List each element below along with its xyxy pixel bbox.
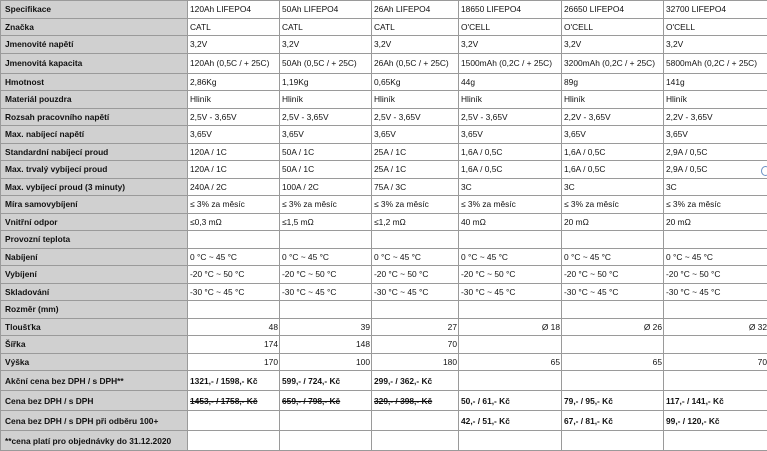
table-cell: 50A / 1C (280, 143, 372, 161)
row-label: Standardní nabíjecí proud (1, 143, 188, 161)
table-cell: Hliník (562, 91, 664, 109)
row-label: Hmotnost (1, 73, 188, 91)
table-cell: 3,2V (188, 36, 280, 54)
table-cell: 1321,- / 1598,- Kč (188, 371, 280, 391)
header-label: Specifikace (1, 1, 188, 19)
table-cell: 659,- / 798,- Kč (280, 391, 372, 411)
table-cell: -30 °C ~ 45 °C (188, 283, 280, 301)
table-cell: 141g (664, 73, 767, 91)
footnote: **cena platí pro objednávky do 31.12.2020 (1, 431, 188, 451)
table-row (1, 213, 767, 231)
row-label: Značka (1, 18, 188, 36)
table-cell: 5800mAh (0,2C / + 25C) (664, 53, 767, 73)
table-cell: 1,6A / 0,5C (562, 143, 664, 161)
row-label: Nabíjení (1, 248, 188, 266)
table-row (1, 391, 767, 411)
table-row (1, 283, 767, 301)
table-cell: 3,2V (372, 36, 459, 54)
row-label: Max. trvalý vybíjecí proud (1, 161, 188, 179)
table-cell: Ø 32 (664, 318, 767, 336)
table-cell: 65 (562, 353, 664, 371)
table-cell (459, 301, 562, 319)
table-cell: ≤ 3% za měsíc (562, 196, 664, 214)
table-cell: 42,- / 51,- Kč (459, 411, 562, 431)
table-cell: 3,65V (372, 126, 459, 144)
table-cell: O'CELL (562, 18, 664, 36)
table-cell (372, 231, 459, 249)
table-cell: 3200mAh (0,2C / + 25C) (562, 53, 664, 73)
table-row (1, 91, 767, 109)
table-cell: 39 (280, 318, 372, 336)
table-cell: Hliník (280, 91, 372, 109)
product-header: 26650 LIFEPO4 (562, 1, 664, 19)
table-cell: 27 (372, 318, 459, 336)
table-cell (280, 411, 372, 431)
table-cell: 2,5V - 3,65V (459, 108, 562, 126)
table-cell: 2,9A / 0,5C (664, 143, 767, 161)
row-label: Rozměr (mm) (1, 301, 188, 319)
table-cell: Ø 26 (562, 318, 664, 336)
table-cell: 174 (188, 336, 280, 354)
table-cell: O'CELL (459, 18, 562, 36)
table-cell (372, 411, 459, 431)
table-cell: 100A / 2C (280, 178, 372, 196)
table-cell: Hliník (459, 91, 562, 109)
row-label: Tloušťka (1, 318, 188, 336)
table-cell: -30 °C ~ 45 °C (280, 283, 372, 301)
table-cell: 75A / 3C (372, 178, 459, 196)
product-header: 18650 LIFEPO4 (459, 1, 562, 19)
table-cell: CATL (372, 18, 459, 36)
table-cell: -30 °C ~ 45 °C (372, 283, 459, 301)
table-cell: Hliník (188, 91, 280, 109)
table-cell: 120A / 1C (188, 143, 280, 161)
table-cell: 2,86Kg (188, 73, 280, 91)
product-header: 32700 LIFEPO4 (664, 1, 767, 19)
table-cell: 2,9A / 0,5C (664, 161, 767, 179)
product-header: 120Ah LIFEPO4 (188, 1, 280, 19)
row-label: Cena bez DPH / s DPH při odběru 100+ (1, 411, 188, 431)
row-label: Vnitřní odpor (1, 213, 188, 231)
table-cell (664, 301, 767, 319)
table-cell: 25A / 1C (372, 143, 459, 161)
table-cell: 148 (280, 336, 372, 354)
table-cell: 3C (562, 178, 664, 196)
table-cell (280, 231, 372, 249)
row-label: Šířka (1, 336, 188, 354)
table-cell: 299,- / 362,- Kč (372, 371, 459, 391)
table-cell: 3,65V (280, 126, 372, 144)
table-cell: Hliník (372, 91, 459, 109)
row-label: Akční cena bez DPH / s DPH** (1, 371, 188, 391)
row-label: Jmenovitá kapacita (1, 53, 188, 73)
table-cell: 170 (188, 353, 280, 371)
table-cell: 100 (280, 353, 372, 371)
table-cell (280, 301, 372, 319)
row-label: Materiál pouzdra (1, 91, 188, 109)
table-cell: -20 °C ~ 50 °C (459, 266, 562, 284)
table-cell (562, 231, 664, 249)
table-cell: 50,- / 61,- Kč (459, 391, 562, 411)
table-cell: ≤0,3 mΩ (188, 213, 280, 231)
table-cell (562, 371, 664, 391)
row-label: Výška (1, 353, 188, 371)
product-header: 50Ah LIFEPO4 (280, 1, 372, 19)
table-cell: 3,65V (664, 126, 767, 144)
table-cell (664, 371, 767, 391)
table-cell: 50A / 1C (280, 161, 372, 179)
table-cell: 0 °C ~ 45 °C (372, 248, 459, 266)
table-cell: 2,5V - 3,65V (372, 108, 459, 126)
table-row (1, 73, 767, 91)
table-cell: 25A / 1C (372, 161, 459, 179)
table-cell: 0 °C ~ 45 °C (664, 248, 767, 266)
row-label: Skladování (1, 283, 188, 301)
table-cell: ≤ 3% za měsíc (188, 196, 280, 214)
table-cell: 50Ah (0,5C / + 25C) (280, 53, 372, 73)
table-row (1, 336, 767, 354)
table-cell: 0 °C ~ 45 °C (562, 248, 664, 266)
row-label: Cena bez DPH / s DPH (1, 391, 188, 411)
table-cell: 1500mAh (0,2C / + 25C) (459, 53, 562, 73)
table-cell: 599,- / 724,- Kč (280, 371, 372, 391)
table-cell: -30 °C ~ 45 °C (562, 283, 664, 301)
table-cell: ≤1,2 mΩ (372, 213, 459, 231)
table-row (1, 371, 767, 391)
table-cell: 26Ah (0,5C / + 25C) (372, 53, 459, 73)
table-row (1, 18, 767, 36)
table-row (1, 126, 767, 144)
table-cell: 1,6A / 0,5C (459, 143, 562, 161)
table-row (1, 318, 767, 336)
table-cell: 48 (188, 318, 280, 336)
table-cell: 3,2V (664, 36, 767, 54)
table-cell: 0,65Kg (372, 73, 459, 91)
table-cell: Ø 18 (459, 318, 562, 336)
table-cell: 70 (664, 353, 767, 371)
table-cell: ≤1,5 mΩ (280, 213, 372, 231)
table-cell (372, 301, 459, 319)
table-cell: ≤ 3% za měsíc (664, 196, 767, 214)
table-cell: 89g (562, 73, 664, 91)
row-label: Jmenovité napětí (1, 36, 188, 54)
table-cell: 0 °C ~ 45 °C (188, 248, 280, 266)
row-label: Míra samovybíjení (1, 196, 188, 214)
table-row (1, 196, 767, 214)
table-row (1, 53, 767, 73)
table-cell (459, 336, 562, 354)
table-cell: 44g (459, 73, 562, 91)
table-cell: 3,2V (459, 36, 562, 54)
table-cell: 240A / 2C (188, 178, 280, 196)
table-row (1, 143, 767, 161)
table-cell: 120A / 1C (188, 161, 280, 179)
table-cell: 1,6A / 0,5C (562, 161, 664, 179)
table-cell: -20 °C ~ 50 °C (280, 266, 372, 284)
table-cell: CATL (280, 18, 372, 36)
table-cell: 117,- / 141,- Kč (664, 391, 767, 411)
row-label: Vybíjení (1, 266, 188, 284)
table-cell: 3C (664, 178, 767, 196)
table-cell: ≤ 3% za měsíc (280, 196, 372, 214)
table-cell: 120Ah (0,5C / + 25C) (188, 53, 280, 73)
table-cell: 3,2V (562, 36, 664, 54)
table-cell: 0 °C ~ 45 °C (280, 248, 372, 266)
resize-handle[interactable] (761, 166, 767, 176)
table-cell: 65 (459, 353, 562, 371)
table-cell: 20 mΩ (562, 213, 664, 231)
table-cell: 3,2V (280, 36, 372, 54)
row-label: Max. nabíjecí napětí (1, 126, 188, 144)
header-row (1, 1, 767, 19)
table-cell: -20 °C ~ 50 °C (372, 266, 459, 284)
table-row (1, 411, 767, 431)
table-cell: 79,- / 95,- Kč (562, 391, 664, 411)
table-cell (459, 231, 562, 249)
table-cell: 180 (372, 353, 459, 371)
table-cell: 67,- / 81,- Kč (562, 411, 664, 431)
table-cell: 2,2V - 3,65V (562, 108, 664, 126)
table-cell: 2,2V - 3,65V (664, 108, 767, 126)
table-cell: 0 °C ~ 45 °C (459, 248, 562, 266)
table-cell: 20 mΩ (664, 213, 767, 231)
table-cell: 329,- / 398,- Kč (372, 391, 459, 411)
table-cell: 1,6A / 0,5C (459, 161, 562, 179)
table-cell: 3,65V (562, 126, 664, 144)
table-cell: 3C (459, 178, 562, 196)
table-row (1, 266, 767, 284)
table-cell (562, 301, 664, 319)
row-label: Provozní teplota (1, 231, 188, 249)
table-row (1, 36, 767, 54)
table-row (1, 248, 767, 266)
table-cell (188, 411, 280, 431)
row-label: Rozsah pracovního napětí (1, 108, 188, 126)
table-cell: 99,- / 120,- Kč (664, 411, 767, 431)
table-row (1, 161, 767, 179)
table-row (1, 301, 767, 319)
product-header: 26Ah LIFEPO4 (372, 1, 459, 19)
table-cell: CATL (188, 18, 280, 36)
table-row (1, 178, 767, 196)
table-row (1, 108, 767, 126)
table-cell: -30 °C ~ 45 °C (459, 283, 562, 301)
table-cell: -20 °C ~ 50 °C (562, 266, 664, 284)
table-cell: 3,65V (188, 126, 280, 144)
table-cell (188, 301, 280, 319)
table-cell: 40 mΩ (459, 213, 562, 231)
table-row (1, 353, 767, 371)
table-cell: Hliník (664, 91, 767, 109)
table-row (1, 231, 767, 249)
table-cell: O'CELL (664, 18, 767, 36)
table-cell (664, 231, 767, 249)
table-cell: 1,19Kg (280, 73, 372, 91)
table-cell: ≤ 3% za měsíc (459, 196, 562, 214)
table-cell: 1453,- / 1758,- Kč (188, 391, 280, 411)
table-cell (664, 336, 767, 354)
table-cell: -30 °C ~ 45 °C (664, 283, 767, 301)
table-cell: 2,5V - 3,65V (280, 108, 372, 126)
table-cell: -20 °C ~ 50 °C (188, 266, 280, 284)
table-cell: 70 (372, 336, 459, 354)
row-label: Max. vybíjecí proud (3 minuty) (1, 178, 188, 196)
table-cell: 3,65V (459, 126, 562, 144)
table-cell: ≤ 3% za měsíc (372, 196, 459, 214)
table-cell (459, 371, 562, 391)
table-cell (562, 336, 664, 354)
table-cell (188, 231, 280, 249)
table-cell: -20 °C ~ 50 °C (664, 266, 767, 284)
table-cell: 2,5V - 3,65V (188, 108, 280, 126)
